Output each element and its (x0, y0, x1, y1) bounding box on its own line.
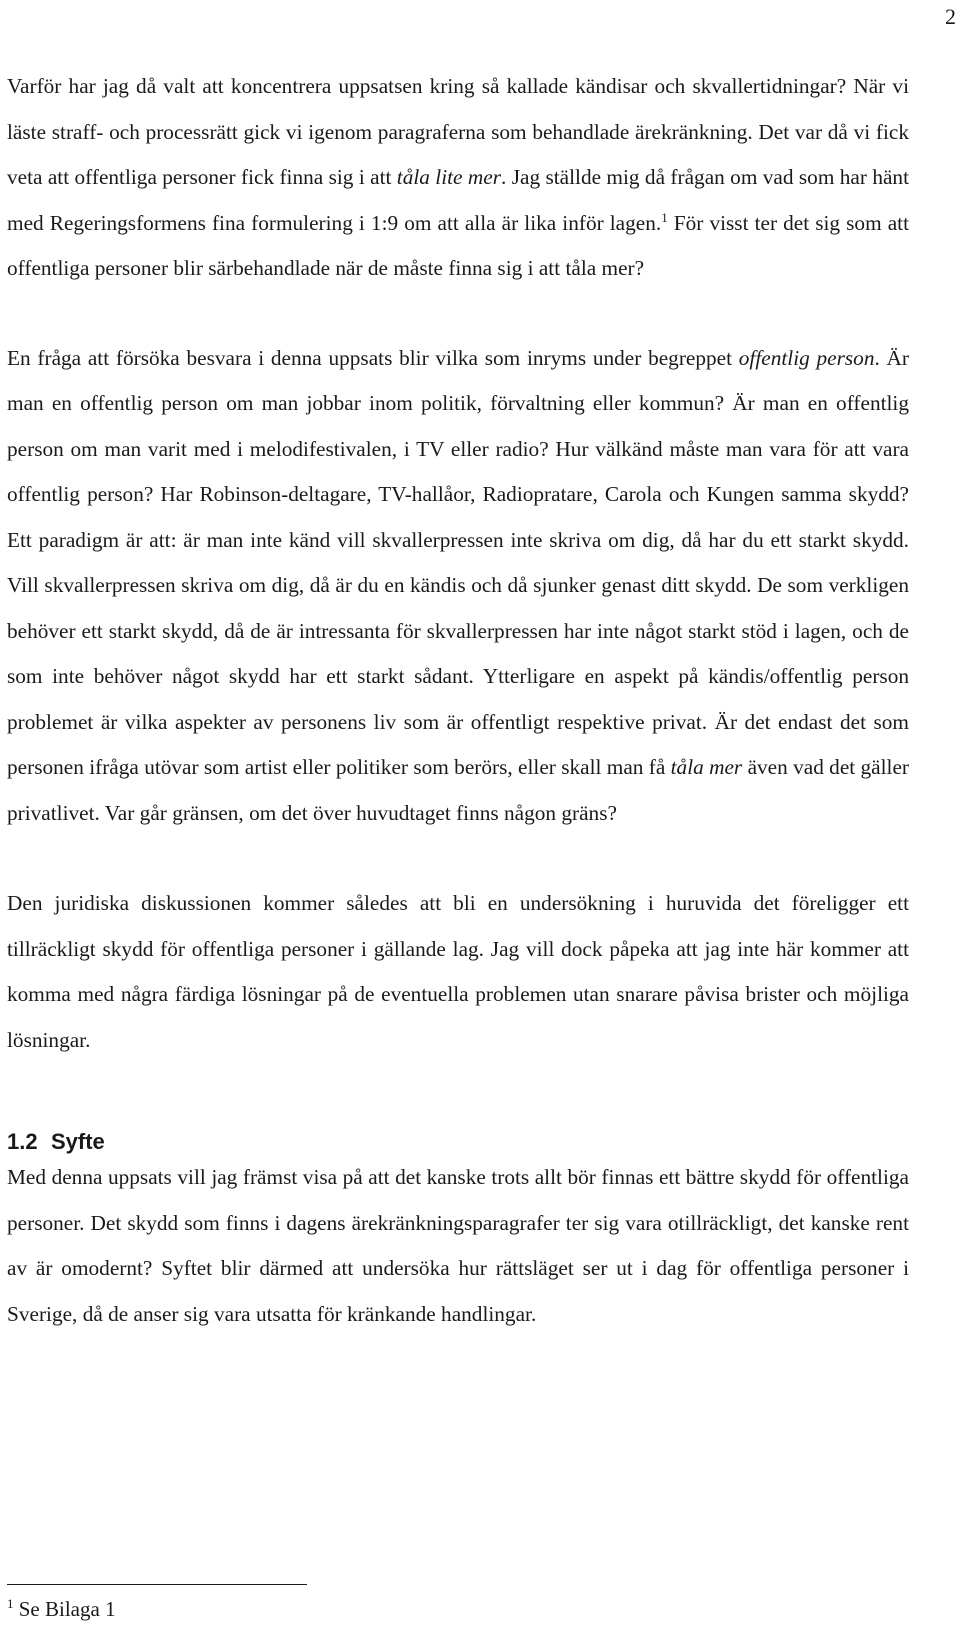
footnote-text: Se Bilaga 1 (18, 1597, 116, 1621)
paragraph-legal-discussion: Den juridiska diskussionen kommer således att bli en undersökning i huruvida det föreligger ett tillräckligt skydd för offentliga personer i gällande lag. Jag vill dock påpeka att jag inte här kommer att komma med några färdiga lösningar på de eventuella problemen utan snarare påvisa brister och möjliga lösningar. (7, 891, 909, 1052)
page-number: 2 (945, 4, 956, 29)
emphasis-tala-mer: tåla mer (670, 755, 743, 779)
section-number: 1.2 (7, 1129, 38, 1154)
footnote-marker: 1 (7, 1596, 14, 1611)
paragraph-purpose: Med denna uppsats vill jag främst visa på att det kanske trots allt bör finnas ett bättre skydd för offentliga personer. Det skydd som finns i dagens ärekränkningsparagrafer ter sig vara otillräckligt, det kanske rent av är omodernt? Syftet blir därmed att undersöka hur rättsläget ser ut i dag för offentliga personer i Sverige, då de anser sig vara utsatta för kränkande handlingar. (7, 1165, 909, 1326)
paragraph-spacer (7, 292, 909, 336)
document-body (7, 64, 909, 1337)
paragraph-motivation: Varför har jag då valt att koncentrera uppsatsen kring så kallade kändisar och skvallertidningar? När vi läste straff- och processrätt gick vi igenom paragraferna som behandlade ärekränkning. Det var då vi fick veta att offentliga personer fick finna sig i att tåla lite mer. Jag ställde mig då frågan om vad som har hänt med Regeringsformens fina formulering i 1:9 om att alla är lika inför lagen.$^1$ För visst ter det sig som att offentliga personer blir särbehandlade när de måste finna sig i att tåla mer? (7, 74, 909, 280)
paragraph-spacer (7, 836, 909, 881)
paragraph-spacer (7, 1063, 909, 1127)
footnote-reference: 1 (661, 209, 668, 225)
section-title: Syfte (51, 1129, 105, 1154)
footnote (7, 1594, 116, 1626)
paragraph-question: En fråga att försöka besvara i denna uppsats blir vilka som inryms under begreppet offentlig person. Är man en offentlig person om man jobbar inom politik, förvaltning eller kommun? Är man en offentlig person om man varit med i melodifestivalen, i TV eller radio? Hur välkänd måste man vara för att vara offentlig person? Har Robinson-deltagare, TV-hallåor, Radiopratare, Carola och Kungen samma skydd? Ett paradigm är att: är man inte känd vill skvallerpressen inte skriva om dig, då har du ett starkt skydd. Vill skvallerpressen skriva om dig, då är du en kändis och då sjunker genast ditt skydd. De som verkligen behöver ett starkt skydd, då de är intressanta för skvallerpressen har inte något starkt stöd i lagen, och de som inte behöver något skydd har ett starkt sådant. Ytterligare en aspekt på kändis/offentlig person problemet är vilka aspekter av personens liv som är offentligt respektive privat. Är det endast det som personen ifråga utövar som artist eller politiker som berörs, eller skall man få tåla mer även vad det gäller privatlivet. Var går gränsen, om det över huvudtaget finns någon gräns? (7, 345, 910, 825)
emphasis-offentlig-person: offentlig person (738, 345, 875, 370)
section-heading-syfte (7, 1127, 909, 1157)
footnote-separator (7, 1584, 307, 1585)
emphasis-tala-lite-mer: tåla lite mer (396, 165, 501, 189)
